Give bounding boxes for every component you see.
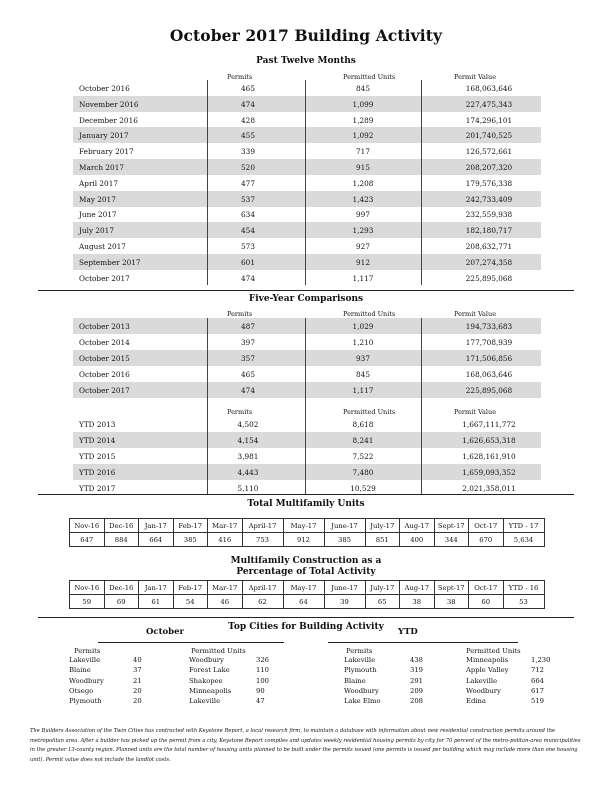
cell-label: April 2017 (79, 178, 118, 188)
month-header: May-17 (283, 581, 324, 595)
col-permits: Permits (227, 408, 253, 416)
oct-permits-label: Permits (74, 647, 101, 655)
table-row (73, 382, 541, 398)
table-row (73, 112, 541, 128)
col-units: Permitted Units (343, 310, 396, 318)
table-row (73, 432, 541, 448)
cell-label: October 2013 (79, 322, 130, 331)
city-name: Lakeville (344, 656, 376, 664)
table-row (73, 318, 541, 334)
city-count: 664 (531, 676, 544, 685)
month-value: 38 (400, 595, 435, 609)
cell-label: YTD 2017 (79, 484, 116, 493)
cell-units: 1,099 (352, 99, 374, 109)
month-header: July-17 (365, 581, 400, 595)
month-header: Oct-17 (469, 581, 504, 595)
oct-units-cities (189, 655, 231, 706)
col-units: Permitted Units (343, 73, 396, 81)
month-value: 60 (469, 595, 504, 609)
cell-label: October 2016 (79, 370, 130, 379)
month-header: July-17 (365, 519, 400, 533)
city-count: 291 (410, 676, 423, 685)
month-value: 65 (365, 595, 400, 609)
cell-permits: 4,154 (237, 436, 259, 445)
month-header: YTD - 17 (503, 519, 544, 533)
city-count: 519 (531, 697, 544, 706)
month-value: 39 (324, 595, 365, 609)
city-name: Lakeville (69, 656, 101, 664)
cell-units: 1,208 (352, 178, 374, 188)
table-row (73, 238, 541, 254)
month-value: 59 (70, 595, 105, 609)
table-row (73, 222, 541, 238)
cell-permits: 465 (241, 84, 255, 93)
cell-label: May 2017 (79, 194, 116, 204)
cell-value: 182,180,717 (465, 226, 513, 236)
divider (38, 617, 574, 618)
cell-value: 177,708,939 (465, 338, 513, 347)
month-value: 61 (139, 595, 174, 609)
cell-label: November 2016 (79, 99, 139, 109)
city-count: 326 (256, 656, 269, 664)
cell-value: 225,895,068 (465, 273, 513, 283)
table-row (73, 127, 541, 143)
cell-permits: 454 (241, 226, 255, 236)
cell-permits: 601 (241, 257, 255, 267)
five-year-heading: Five-Year Comparisons (248, 294, 364, 304)
city-name: Woodbury (69, 676, 104, 685)
col-permits: Permits (227, 310, 253, 318)
month-header: April-17 (242, 581, 283, 595)
cell-permits: 573 (241, 242, 255, 251)
cell-units: 912 (356, 257, 370, 267)
city-count: 20 (133, 697, 142, 706)
table-row (73, 96, 541, 112)
city-count: 37 (133, 666, 142, 675)
cell-label: August 2017 (79, 242, 126, 251)
table-row (73, 416, 541, 432)
ytd-units-cities (466, 655, 509, 706)
cell-units: 717 (356, 147, 370, 157)
city-name: Apple Valley (466, 666, 509, 675)
table-row (73, 191, 541, 207)
city-count: 100 (256, 676, 269, 685)
month-header: Nov-16 (70, 581, 105, 595)
cell-units: 1,029 (352, 322, 374, 331)
table-row (73, 206, 541, 222)
city-name: Plymouth (69, 697, 102, 706)
cell-units: 1,117 (352, 273, 374, 283)
month-header: YTD - 16 (503, 581, 544, 595)
cell-label: YTD 2013 (79, 420, 116, 429)
table-row (73, 448, 541, 464)
table-row (73, 159, 541, 175)
city-name: Shakopee (189, 676, 223, 685)
cell-value: 2,021,358,011 (462, 484, 516, 493)
city-count: 1,230 (531, 656, 551, 664)
cell-value: 1,659,093,352 (462, 468, 516, 477)
city-name: Blaine (344, 676, 366, 685)
cell-value: 227,475,343 (465, 99, 513, 109)
cell-value: 242,733,409 (465, 194, 513, 204)
multifamily-table (69, 518, 545, 547)
month-value: 385 (173, 533, 208, 547)
cell-label: December 2016 (79, 115, 138, 125)
cell-value: 194,733,683 (465, 322, 513, 331)
city-name: Plymouth (344, 666, 377, 675)
cell-units: 915 (356, 163, 370, 172)
cell-permits: 4,443 (237, 468, 259, 477)
cell-units: 1,117 (352, 386, 374, 395)
month-header: Sept-17 (434, 581, 469, 595)
cell-permits: 465 (241, 370, 255, 379)
oct-permits-cities (69, 655, 104, 706)
cell-label: YTD 2016 (79, 468, 116, 477)
city-count: 438 (410, 656, 423, 664)
cell-value: 126,572,661 (465, 147, 513, 157)
cell-value: 179,576,338 (465, 178, 513, 188)
cell-label: October 2014 (79, 338, 130, 347)
cell-label: July 2017 (79, 226, 114, 236)
month-value: 884 (104, 533, 139, 547)
month-header: Oct-17 (469, 519, 504, 533)
cell-label: YTD 2015 (79, 452, 116, 461)
cell-permits: 474 (241, 99, 255, 109)
cell-units: 1,092 (352, 131, 374, 141)
cell-value: 208,632,771 (465, 242, 513, 251)
cell-permits: 339 (241, 147, 255, 157)
cell-label: January 2017 (79, 131, 129, 141)
city-name: Otsego (69, 686, 94, 695)
cell-label: October 2015 (79, 354, 130, 363)
ytd-units-counts (531, 655, 550, 706)
cell-value: 1,667,111,772 (462, 420, 516, 429)
col-value: Permit Value (454, 73, 497, 81)
table-row (73, 366, 541, 382)
oct-units-label: Permitted Units (191, 647, 246, 655)
page-title: October 2017 Building Activity (169, 26, 443, 45)
cell-permits: 428 (241, 115, 255, 125)
cell-permits: 520 (241, 163, 255, 172)
top-cities-heading: Top Cities for Building Activity (228, 622, 384, 632)
ytd-permits-label: Permits (346, 647, 373, 655)
city-name: Lake Elmo (344, 697, 381, 706)
cell-label: June 2017 (79, 210, 117, 220)
city-count: 20 (133, 686, 142, 695)
cell-units: 7,522 (352, 452, 374, 461)
ytd-permits-counts (410, 655, 423, 706)
cell-value: 1,628,161,910 (462, 452, 516, 461)
city-name: Woodbury (466, 686, 501, 695)
cell-value: 1,626,653,318 (462, 436, 516, 445)
cell-value: 208,207,320 (465, 163, 513, 172)
cell-units: 937 (356, 354, 370, 363)
month-header: Dec-16 (104, 519, 139, 533)
cell-units: 1,289 (352, 115, 374, 125)
month-header: Mar-17 (208, 519, 243, 533)
city-count: 47 (256, 697, 265, 706)
cell-permits: 474 (241, 273, 255, 283)
month-header: June-17 (324, 581, 365, 595)
city-count: 110 (256, 666, 269, 675)
city-count: 40 (133, 656, 142, 664)
cell-value: 207,274,358 (465, 257, 513, 267)
month-header: Feb-17 (173, 519, 208, 533)
cell-permits: 537 (241, 194, 255, 204)
ytd-permits-cities (344, 655, 381, 706)
cell-label: September 2017 (79, 257, 141, 267)
city-count: 319 (410, 666, 423, 675)
city-name: Forest Lake (189, 666, 230, 675)
month-header: May-17 (283, 519, 324, 533)
month-header: Dec-16 (104, 581, 139, 595)
month-value: 344 (434, 533, 469, 547)
cell-label: February 2017 (79, 147, 134, 157)
cell-value: 174,296,101 (465, 115, 513, 125)
city-count: 209 (410, 686, 423, 695)
col-permits: Permits (227, 73, 253, 81)
month-value: 753 (242, 533, 283, 547)
month-value: 851 (365, 533, 400, 547)
cell-units: 7,480 (352, 468, 374, 477)
footnote: The Builders Association of the Twin Cities has contracted with Keystone Report, a local research firm, to maintain a database with information about new residential construction permits around the metropolitan area. After a builder has picked up the permit from a city, Keystone Report compiles and updates weekly residential housing permits by city for 70 percent of the metro-politan-area municipalities in the greater 13-county region. Planned units are the total number of housing units planned to be built under the permits issued (one permits is issued per building which may include more than one housing unit). Permit value does not include the landlot costs. (30, 728, 581, 763)
month-value: 400 (400, 533, 435, 547)
cell-units: 927 (356, 242, 370, 251)
cell-permits: 397 (241, 338, 255, 347)
month-header: Jan-17 (139, 519, 174, 533)
month-value: 912 (283, 533, 324, 547)
city-name: Lakeville (466, 676, 498, 685)
city-count: 712 (531, 666, 544, 675)
month-value: 62 (242, 595, 283, 609)
city-count: 208 (410, 697, 423, 706)
cell-units: 1,423 (352, 194, 374, 204)
month-value: 385 (324, 533, 365, 547)
multifamily-pct-table (69, 580, 545, 609)
city-name: Blaine (69, 666, 91, 675)
month-value: 53 (503, 595, 544, 609)
ytd-label: YTD (398, 627, 418, 637)
month-value: 64 (283, 595, 324, 609)
month-header: Aug-17 (400, 519, 435, 533)
city-name: Lakeville (189, 697, 221, 706)
oct-units-counts (256, 655, 269, 706)
month-value: 664 (139, 533, 174, 547)
month-header: Jan-17 (139, 581, 174, 595)
ytd-units-label: Permitted Units (466, 647, 521, 655)
month-value: 69 (104, 595, 139, 609)
city-count: 617 (531, 686, 544, 695)
city-count: 90 (256, 686, 265, 695)
table-row (73, 175, 541, 191)
cell-value: 168,063,646 (465, 370, 513, 379)
month-value: 54 (173, 595, 208, 609)
ytd-underline (328, 642, 518, 643)
month-header: Nov-16 (70, 519, 105, 533)
table-row (73, 254, 541, 270)
table-row (73, 334, 541, 350)
city-name: Edina (466, 697, 486, 706)
cell-permits: 3,981 (237, 452, 259, 461)
month-header: Mar-17 (208, 581, 243, 595)
cell-units: 1,210 (352, 338, 374, 347)
cell-label: October 2017 (79, 273, 130, 283)
divider (38, 290, 574, 291)
cell-permits: 5,110 (237, 484, 259, 493)
cell-value: 225,895,068 (465, 386, 513, 395)
cell-permits: 477 (241, 178, 255, 188)
multifamily-heading: Total Multifamily Units (247, 499, 365, 509)
col-value: Permit Value (454, 310, 497, 318)
cell-label: October 2017 (79, 386, 130, 395)
cell-permits: 474 (241, 386, 255, 395)
city-name: Minneapolis (466, 656, 509, 664)
cell-units: 8,241 (352, 436, 374, 445)
table-row (73, 143, 541, 159)
multifamily-pct-heading-line2: Percentage of Total Activity (236, 567, 376, 577)
city-count: 21 (133, 676, 142, 685)
cell-value: 201,740,525 (465, 131, 513, 141)
cell-units: 10,529 (350, 484, 376, 493)
cell-value: 171,506,856 (465, 354, 513, 363)
month-header: Aug-17 (400, 581, 435, 595)
cell-permits: 487 (241, 322, 255, 331)
month-value: 416 (208, 533, 243, 547)
col-value: Permit Value (454, 408, 497, 416)
table-row (73, 270, 541, 286)
cell-units: 845 (356, 84, 370, 93)
month-header: Sept-17 (434, 519, 469, 533)
month-value: 5,634 (503, 533, 544, 547)
city-name: Minneapolis (189, 686, 232, 695)
month-header: Feb-17 (173, 581, 208, 595)
cell-units: 1,293 (352, 226, 374, 236)
divider (38, 494, 574, 495)
month-value: 46 (208, 595, 243, 609)
cell-units: 997 (356, 210, 370, 220)
october-label: October (146, 627, 185, 637)
cell-permits: 4,502 (237, 420, 259, 429)
table-row (73, 350, 541, 366)
col-units: Permitted Units (343, 408, 396, 416)
month-value: 647 (70, 533, 105, 547)
month-header: April-17 (242, 519, 283, 533)
cell-label: March 2017 (79, 163, 124, 172)
table-row (73, 80, 541, 96)
cell-label: October 2016 (79, 84, 130, 93)
cell-value: 168,063,646 (465, 84, 513, 93)
city-name: Woodbury (344, 686, 379, 695)
month-value: 38 (434, 595, 469, 609)
cell-units: 8,618 (352, 420, 374, 429)
table-row (73, 464, 541, 480)
multifamily-pct-heading-line1: Multifamily Construction as a (230, 556, 382, 566)
multifamily-pct-heading (0, 556, 612, 578)
october-underline (98, 642, 284, 643)
cell-units: 845 (356, 370, 370, 379)
month-header: June-17 (324, 519, 365, 533)
city-name: Woodbury (189, 656, 224, 664)
cell-permits: 634 (241, 210, 255, 220)
cell-label: YTD 2014 (79, 436, 116, 445)
cell-value: 232,559,938 (465, 210, 513, 220)
cell-permits: 455 (241, 131, 255, 141)
past-twelve-heading: Past Twelve Months (256, 56, 356, 66)
cell-permits: 357 (241, 354, 255, 363)
month-value: 670 (469, 533, 504, 547)
oct-permits-counts (133, 655, 142, 706)
